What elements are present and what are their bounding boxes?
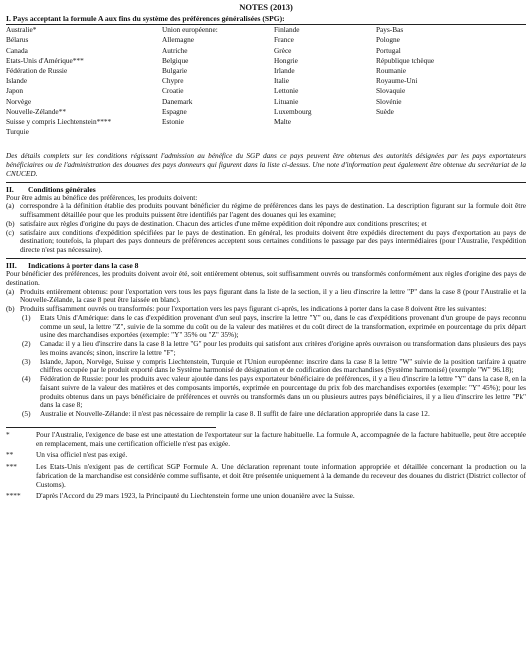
footnote-text: Les Etats-Unis n'exigent pas de certificat SGP Formule A. Une déclaration reprenant toute information appropriée et détaillée concernant la production ou la fabrication de la marchandise est considérée comme suffisante, et doit être présentée uniquement à la demande du receveur des douanes du district (District collector of Customs). xyxy=(36,462,526,489)
country-name: Pays-Bas xyxy=(376,25,404,35)
section-1-note: Des détails complets sur les conditions régissant l'admission au bénéfice du SGP dans ce pays peuvent être obtenus des autorités désignées par les pays exportateurs bénéficiaires ou de l'administration des douanes des pays donneurs qui figurent dans la liste ci-dessus. Une note d'information peut également être obtenue du secrétariat de la CNUCED. xyxy=(6,151,526,178)
country-name: Bélarus xyxy=(6,35,29,45)
country-name: Suisse y compris Liechtenstein**** xyxy=(6,116,112,126)
footnote-text: Pour l'Australie, l'exigence de base est une attestation de l'exportateur sur la facture habituelle. La formule A, accompagnée de la facture habituelle, peut être acceptée en remplacement, mais une certification officielle n'est pas exigée. xyxy=(36,429,526,448)
divider xyxy=(6,258,526,259)
country-name: Italie xyxy=(274,76,289,86)
section-title: Indications à porter dans la case 8 xyxy=(28,260,139,270)
footnotes xyxy=(6,431,526,501)
country-name: Slovaquie xyxy=(376,86,406,96)
item-marker: (a) xyxy=(6,286,15,296)
footnote xyxy=(6,451,526,460)
list-item xyxy=(6,288,526,306)
country-name: Allemagne xyxy=(162,35,195,45)
footnote xyxy=(6,431,526,449)
footnote-marker: ** xyxy=(6,450,14,460)
country-column-3 xyxy=(274,26,312,128)
country-name: Australie* xyxy=(6,25,37,35)
item-marker: (b) xyxy=(6,304,15,314)
country-name: Pologne xyxy=(376,35,400,45)
country-name: Islande xyxy=(6,76,28,86)
footnote xyxy=(6,492,526,501)
section-number: III. xyxy=(6,260,17,270)
footnote-marker: * xyxy=(6,429,10,439)
sub-list-item xyxy=(22,410,526,419)
country-name: Canada xyxy=(6,45,28,55)
item-text: correspondre à la définition établie des produits pouvant bénéficier du régime de préférences dans les pays de destination. La description figurant sur la formule doit être suffisamment détaillée pour que les produits puissent être identifiés par l'agent des douanes qui les examine; xyxy=(20,201,526,220)
country-name: Hongrie xyxy=(274,55,298,65)
section-1-heading: I. Pays acceptant la formule A aux fins du système des préférences généralisées (SPG): xyxy=(6,14,526,25)
divider xyxy=(6,182,526,183)
country-name: Malte xyxy=(274,116,292,126)
footnote-marker: **** xyxy=(6,491,21,501)
section-title: Conditions générales xyxy=(28,184,96,194)
section-2-list xyxy=(6,202,526,255)
country-name: République tchèque xyxy=(376,55,435,65)
country-name: Etats-Unis d'Amérique*** xyxy=(6,55,84,65)
item-text: Etats Unis d'Amérique: dans le cas d'expédition provenant d'un seul pays, inscrire la lettre "Y" ou, dans le cas d'expéditions provenant d'un groupe de pays reconnu comme un seul, la lettre "Z", suivie de la somme du coût ou de la valeur des matières et du coût direct de la transformation, exprimée en pourcentage du prix départ usine des marchandises exportées (exemple: "Y" 35% ou "Z" 35%); xyxy=(40,312,526,340)
country-name: Luxembourg xyxy=(274,106,312,116)
country-name: Roumanie xyxy=(376,66,406,76)
item-marker: (2) xyxy=(22,339,31,349)
list-item xyxy=(6,202,526,220)
country-name: France xyxy=(274,35,294,45)
section-3-sublist xyxy=(22,314,526,419)
country-name: Croatie xyxy=(162,86,184,96)
country-name: Lituanie xyxy=(274,96,299,106)
country-name: Irlande xyxy=(274,66,295,76)
country-name: Finlande xyxy=(274,25,300,35)
sub-list-item xyxy=(22,314,526,340)
section-number: II. xyxy=(6,184,14,194)
item-text: Islande, Japon, Norvège, Suisse y compris Liechtenstein, Turquie et l'Union européenne: inscrire dans la case 8 la lettre "W" suivie de la position tarifaire à quatre chiffres occupée par le produit exporté dans le Système harmonisé de désignation et de codification des marchandises (Système harmonisé) (exemple "W" 96.18); xyxy=(40,356,526,375)
country-name: Autriche xyxy=(162,45,188,55)
item-marker: (b) xyxy=(6,218,15,228)
footnote xyxy=(6,463,526,489)
country-name: Danemark xyxy=(162,96,193,106)
document-page xyxy=(6,2,526,504)
section-2-intro: Pour être admis au bénéfice des préférences, les produits doivent: xyxy=(6,192,198,202)
country-name: Royaume-Uni xyxy=(376,76,418,86)
item-marker: (a) xyxy=(6,201,15,211)
country-name: Japon xyxy=(6,86,24,96)
item-text: Fédération de Russie: pour les produits avec valeur ajoutée dans les pays exportateur bénéficiaire de préférences, il y a lieu d'inscrire la lettre "Y" dans la case 8, en la faisant suivre de la valeur des matières et des composants importés, exprimée en pourcentage du prix fob des marchandises exportées (exemple: "Y" 45%); pour les produits obtenus dans un pays bénéficiaire de préférences et ouvrés ou transformés dans un ou plusieurs autres pays bénéficiaires, il y a lieu d'inscrire les lettre "Pk" dans la case 8; xyxy=(40,374,526,410)
footnote-text: D'après l'Accord du 29 mars 1923, la Principauté du Liechtenstein forme une union douanière avec la Suisse. xyxy=(36,491,355,501)
country-name: Norvège xyxy=(6,96,32,106)
item-text: satisfaire aux règles d'origine du pays de destination. Chacun des articles d'une même expédition doit répondre aux conditions prescrites; et xyxy=(20,218,427,228)
sub-list-item xyxy=(22,340,526,358)
item-marker: (5) xyxy=(22,409,31,419)
country-list xyxy=(6,26,526,146)
item-text: Canada: il y a lieu d'inscrire dans la case 8 la lettre "G" pour les produits qui satisfont aux critères d'origine après ouvraison ou transformation dans plusieurs des pays les moins avancés; sinon, inscrire la lettre "F"; xyxy=(40,339,526,357)
country-name: Lettonie xyxy=(274,86,299,96)
item-marker: (3) xyxy=(22,356,31,366)
sub-list-item xyxy=(22,358,526,376)
country-column-1 xyxy=(6,26,111,138)
item-marker: (c) xyxy=(6,227,15,237)
country-name: Espagne xyxy=(162,106,187,116)
section-3-intro: Pour bénéficier des préférences, les produits doivent avoir été, soit entièrement obtenus, soit suffisamment ouvrés ou transformés conformément aux règles d'origine des pays de destination. xyxy=(6,269,526,287)
country-name: Slovénie xyxy=(376,96,402,106)
country-name: Turquie xyxy=(6,127,29,137)
country-column-4 xyxy=(376,26,434,118)
country-name: Nouvelle-Zélande** xyxy=(6,106,66,116)
item-marker: (1) xyxy=(22,312,31,322)
item-text: Produits suffisamment ouvrés ou transformés: pour l'exportation vers les pays figurant ci-après, les indications à porter dans la case 8 doivent être les suivantes: xyxy=(20,304,487,314)
country-name: Portugal xyxy=(376,45,401,55)
list-item xyxy=(6,229,526,255)
country-name: Bulgarie xyxy=(162,66,188,76)
country-name: Fédération de Russie xyxy=(6,66,68,76)
country-name: Chypre xyxy=(162,76,184,86)
section-3-list xyxy=(6,288,526,314)
country-name: Union européenne: xyxy=(162,25,218,35)
country-name: Estonie xyxy=(162,116,184,126)
item-marker: (4) xyxy=(22,374,31,384)
country-name: Suède xyxy=(376,106,394,116)
item-text: Produits entièrement obtenus: pour l'exportation vers tous les pays figurant dans la liste de la section, il y a lieu d'inscrire la lettre "P" dans la case 8 (pour l'Australie et la Nouvelle-Zélande, la case 8 peut être laissée en blanc). xyxy=(20,286,526,305)
sub-list-item xyxy=(22,375,526,410)
footnote-divider xyxy=(6,427,216,428)
country-name: Grèce xyxy=(274,45,292,55)
item-text: satisfaire aux conditions d'expédition spécifiées par le pays de destination. En général, les produits doivent être expédiés directement du pays d'exportation au pays de destination; toutefois, la plupart des pays donneurs de préférences acceptent sous certaines conditions le passage par des pays intermédiaires (pour l'Australie, l'expédition directe n'est pas nécessaire). xyxy=(20,227,526,255)
country-name: Belgique xyxy=(162,55,189,65)
page-title: NOTES (2013) xyxy=(239,2,293,12)
footnote-text: Un visa officiel n'est pas exigé. xyxy=(36,450,128,460)
item-text: Australie et Nouvelle-Zélande: il n'est pas nécessaire de remplir la case 8. Il suffit de faire une déclaration appropriée dans la case 12. xyxy=(40,409,430,419)
footnote-marker: *** xyxy=(6,462,17,472)
country-column-2 xyxy=(162,26,218,128)
